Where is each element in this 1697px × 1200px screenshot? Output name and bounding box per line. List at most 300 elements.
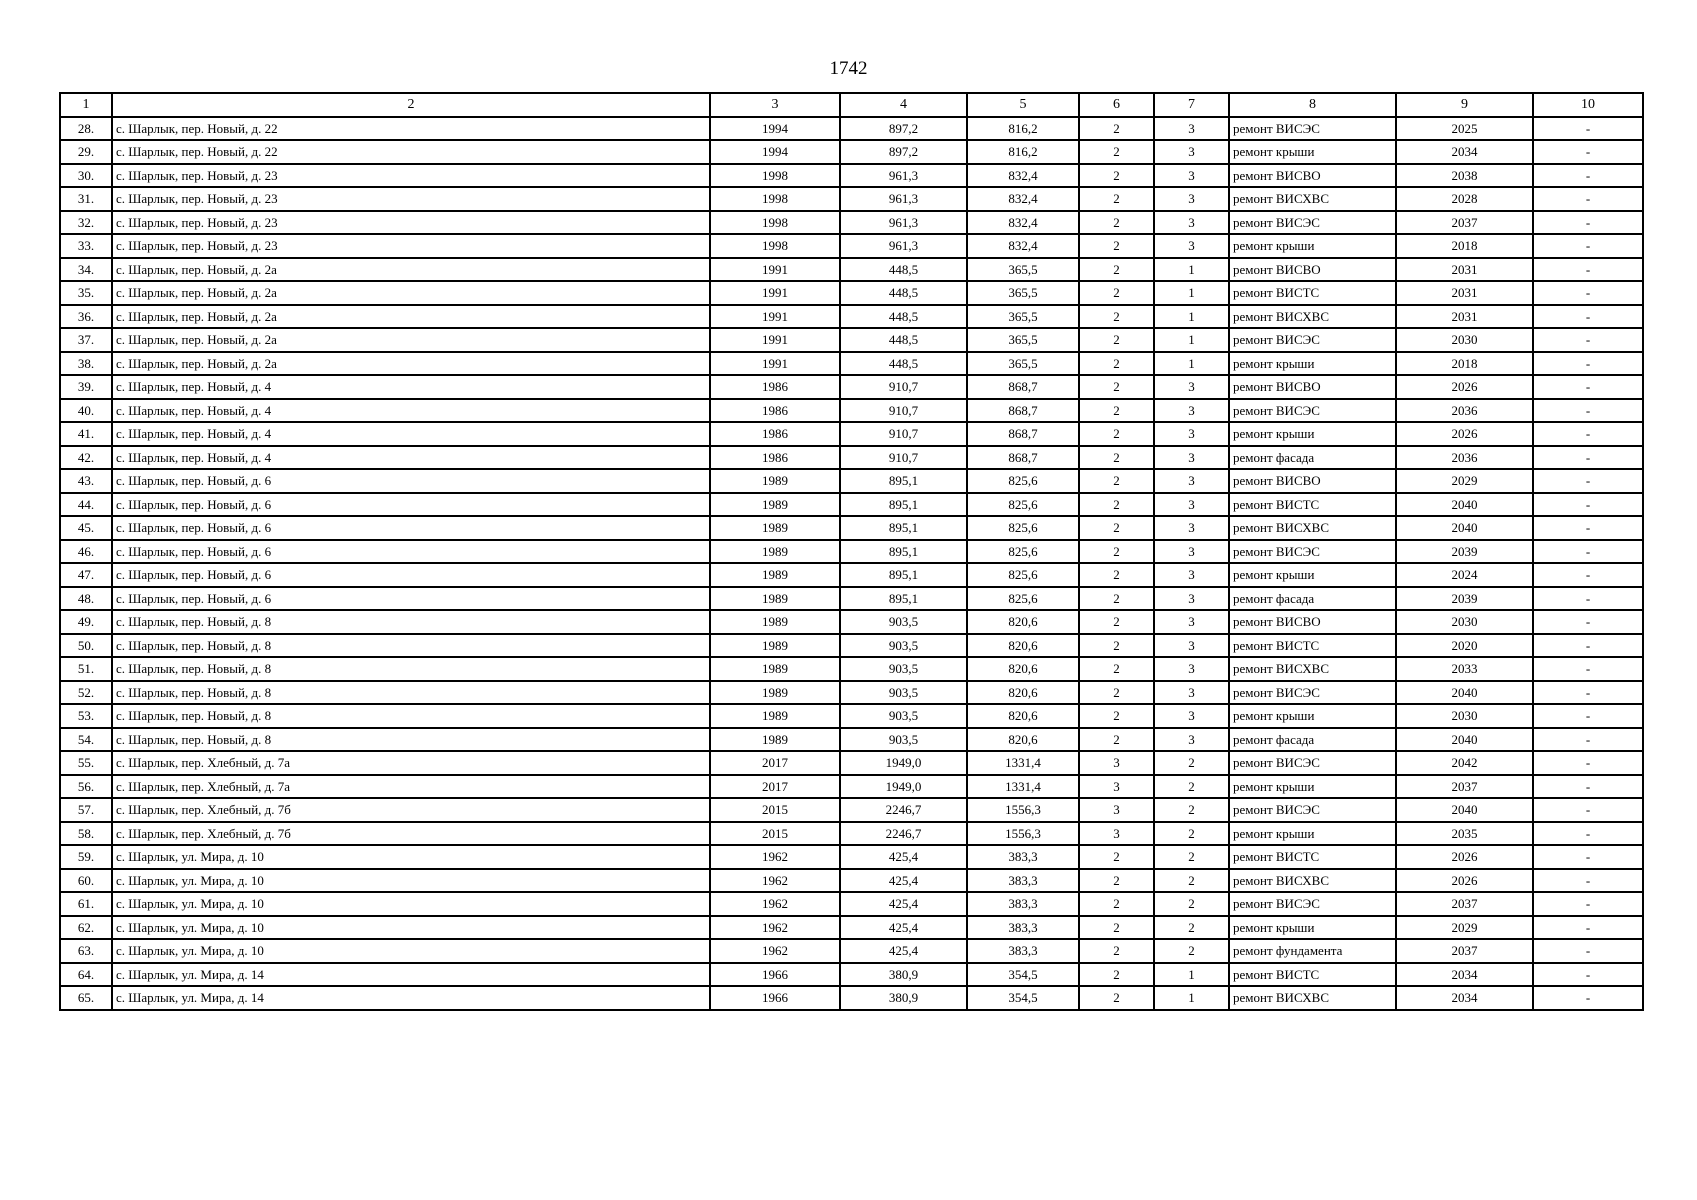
cell-work-type: ремонт крыши <box>1229 822 1396 846</box>
cell-address: с. Шарлык, ул. Мира, д. 10 <box>112 939 710 963</box>
cell-entrances: 3 <box>1154 587 1229 611</box>
cell-total-area: 425,4 <box>840 916 967 940</box>
cell-build-year: 1989 <box>710 587 840 611</box>
cell-planned-year: 2038 <box>1396 164 1533 188</box>
cell-living-area: 832,4 <box>967 164 1079 188</box>
cell-living-area: 820,6 <box>967 704 1079 728</box>
cell-planned-year: 2025 <box>1396 117 1533 141</box>
cell-living-area: 383,3 <box>967 892 1079 916</box>
cell-note: - <box>1533 187 1643 211</box>
cell-entrances: 3 <box>1154 516 1229 540</box>
cell-row-number: 40. <box>60 399 112 423</box>
cell-work-type: ремонт ВИСТС <box>1229 634 1396 658</box>
cell-living-area: 825,6 <box>967 516 1079 540</box>
cell-work-type: ремонт ВИСЭС <box>1229 681 1396 705</box>
column-header: 7 <box>1154 93 1229 117</box>
cell-note: - <box>1533 869 1643 893</box>
cell-build-year: 1998 <box>710 164 840 188</box>
cell-address: с. Шарлык, пер. Новый, д. 6 <box>112 540 710 564</box>
cell-build-year: 1989 <box>710 704 840 728</box>
cell-floors: 2 <box>1079 939 1154 963</box>
cell-total-area: 2246,7 <box>840 798 967 822</box>
cell-entrances: 2 <box>1154 892 1229 916</box>
cell-row-number: 34. <box>60 258 112 282</box>
table-row <box>60 234 1643 258</box>
cell-work-type: ремонт ВИСТС <box>1229 281 1396 305</box>
cell-living-area: 825,6 <box>967 540 1079 564</box>
cell-floors: 2 <box>1079 563 1154 587</box>
cell-row-number: 63. <box>60 939 112 963</box>
repair-schedule-table <box>59 92 1644 1011</box>
cell-address: с. Шарлык, пер. Новый, д. 2а <box>112 305 710 329</box>
cell-total-area: 380,9 <box>840 963 967 987</box>
cell-planned-year: 2040 <box>1396 681 1533 705</box>
cell-row-number: 32. <box>60 211 112 235</box>
cell-planned-year: 2026 <box>1396 845 1533 869</box>
cell-total-area: 895,1 <box>840 540 967 564</box>
cell-work-type: ремонт ВИСВО <box>1229 375 1396 399</box>
cell-build-year: 2017 <box>710 775 840 799</box>
table-row <box>60 540 1643 564</box>
cell-build-year: 1989 <box>710 657 840 681</box>
cell-work-type: ремонт ВИСТС <box>1229 493 1396 517</box>
cell-floors: 2 <box>1079 164 1154 188</box>
cell-row-number: 60. <box>60 869 112 893</box>
cell-address: с. Шарлык, пер. Новый, д. 8 <box>112 610 710 634</box>
cell-work-type: ремонт ВИСХВС <box>1229 305 1396 329</box>
cell-living-area: 365,5 <box>967 281 1079 305</box>
cell-address: с. Шарлык, пер. Хлебный, д. 7б <box>112 798 710 822</box>
cell-work-type: ремонт ВИСХВС <box>1229 516 1396 540</box>
cell-living-area: 868,7 <box>967 446 1079 470</box>
cell-total-area: 1949,0 <box>840 775 967 799</box>
cell-address: с. Шарлык, пер. Новый, д. 4 <box>112 375 710 399</box>
cell-floors: 3 <box>1079 751 1154 775</box>
table-row <box>60 516 1643 540</box>
cell-work-type: ремонт ВИСХВС <box>1229 986 1396 1010</box>
cell-address: с. Шарлык, пер. Хлебный, д. 7а <box>112 775 710 799</box>
cell-note: - <box>1533 563 1643 587</box>
cell-planned-year: 2034 <box>1396 963 1533 987</box>
cell-entrances: 3 <box>1154 375 1229 399</box>
cell-total-area: 897,2 <box>840 140 967 164</box>
cell-floors: 2 <box>1079 446 1154 470</box>
cell-work-type: ремонт ВИСЭС <box>1229 117 1396 141</box>
cell-note: - <box>1533 681 1643 705</box>
cell-note: - <box>1533 352 1643 376</box>
cell-floors: 2 <box>1079 281 1154 305</box>
cell-build-year: 1991 <box>710 258 840 282</box>
cell-floors: 2 <box>1079 493 1154 517</box>
cell-build-year: 1986 <box>710 399 840 423</box>
cell-floors: 2 <box>1079 117 1154 141</box>
table-row <box>60 986 1643 1010</box>
cell-work-type: ремонт крыши <box>1229 916 1396 940</box>
cell-row-number: 31. <box>60 187 112 211</box>
cell-living-area: 365,5 <box>967 258 1079 282</box>
cell-planned-year: 2024 <box>1396 563 1533 587</box>
cell-address: с. Шарлык, пер. Новый, д. 22 <box>112 117 710 141</box>
table-row <box>60 563 1643 587</box>
cell-entrances: 3 <box>1154 422 1229 446</box>
cell-build-year: 2015 <box>710 798 840 822</box>
cell-work-type: ремонт ВИСВО <box>1229 164 1396 188</box>
cell-planned-year: 2030 <box>1396 328 1533 352</box>
cell-planned-year: 2029 <box>1396 469 1533 493</box>
table-row <box>60 939 1643 963</box>
cell-address: с. Шарлык, пер. Новый, д. 6 <box>112 493 710 517</box>
table-row <box>60 469 1643 493</box>
cell-living-area: 825,6 <box>967 563 1079 587</box>
cell-living-area: 825,6 <box>967 493 1079 517</box>
cell-entrances: 1 <box>1154 281 1229 305</box>
cell-entrances: 2 <box>1154 939 1229 963</box>
cell-living-area: 354,5 <box>967 963 1079 987</box>
cell-entrances: 3 <box>1154 117 1229 141</box>
cell-entrances: 1 <box>1154 328 1229 352</box>
cell-total-area: 903,5 <box>840 681 967 705</box>
cell-build-year: 2017 <box>710 751 840 775</box>
cell-floors: 2 <box>1079 328 1154 352</box>
cell-living-area: 832,4 <box>967 234 1079 258</box>
cell-note: - <box>1533 258 1643 282</box>
table-row <box>60 775 1643 799</box>
cell-floors: 2 <box>1079 211 1154 235</box>
cell-floors: 3 <box>1079 822 1154 846</box>
cell-living-area: 365,5 <box>967 352 1079 376</box>
column-header: 4 <box>840 93 967 117</box>
cell-work-type: ремонт ВИСЭС <box>1229 399 1396 423</box>
cell-note: - <box>1533 822 1643 846</box>
cell-total-area: 448,5 <box>840 258 967 282</box>
column-header: 8 <box>1229 93 1396 117</box>
cell-address: с. Шарлык, пер. Новый, д. 6 <box>112 516 710 540</box>
cell-floors: 2 <box>1079 963 1154 987</box>
cell-work-type: ремонт крыши <box>1229 140 1396 164</box>
table-body <box>60 117 1643 1010</box>
table-row <box>60 305 1643 329</box>
cell-address: с. Шарлык, ул. Мира, д. 14 <box>112 963 710 987</box>
cell-total-area: 910,7 <box>840 399 967 423</box>
table-row <box>60 258 1643 282</box>
cell-address: с. Шарлык, пер. Новый, д. 6 <box>112 563 710 587</box>
table-row <box>60 916 1643 940</box>
cell-planned-year: 2039 <box>1396 540 1533 564</box>
cell-floors: 2 <box>1079 516 1154 540</box>
cell-floors: 2 <box>1079 187 1154 211</box>
cell-floors: 2 <box>1079 986 1154 1010</box>
cell-work-type: ремонт ВИСХВС <box>1229 187 1396 211</box>
cell-row-number: 61. <box>60 892 112 916</box>
cell-build-year: 1991 <box>710 328 840 352</box>
column-header: 5 <box>967 93 1079 117</box>
cell-row-number: 38. <box>60 352 112 376</box>
cell-total-area: 895,1 <box>840 516 967 540</box>
cell-work-type: ремонт ВИСЭС <box>1229 540 1396 564</box>
cell-work-type: ремонт крыши <box>1229 234 1396 258</box>
cell-entrances: 3 <box>1154 187 1229 211</box>
cell-build-year: 1989 <box>710 516 840 540</box>
cell-row-number: 35. <box>60 281 112 305</box>
cell-build-year: 1989 <box>710 469 840 493</box>
cell-row-number: 49. <box>60 610 112 634</box>
cell-row-number: 39. <box>60 375 112 399</box>
cell-work-type: ремонт ВИСЭС <box>1229 211 1396 235</box>
cell-row-number: 50. <box>60 634 112 658</box>
cell-note: - <box>1533 798 1643 822</box>
cell-build-year: 1986 <box>710 446 840 470</box>
table-row <box>60 798 1643 822</box>
cell-note: - <box>1533 610 1643 634</box>
cell-living-area: 816,2 <box>967 117 1079 141</box>
cell-total-area: 961,3 <box>840 164 967 188</box>
cell-planned-year: 2037 <box>1396 775 1533 799</box>
table-row <box>60 446 1643 470</box>
cell-row-number: 37. <box>60 328 112 352</box>
cell-entrances: 3 <box>1154 140 1229 164</box>
cell-row-number: 51. <box>60 657 112 681</box>
cell-total-area: 961,3 <box>840 234 967 258</box>
cell-total-area: 895,1 <box>840 563 967 587</box>
cell-entrances: 3 <box>1154 446 1229 470</box>
cell-note: - <box>1533 516 1643 540</box>
cell-work-type: ремонт крыши <box>1229 563 1396 587</box>
cell-note: - <box>1533 328 1643 352</box>
cell-address: с. Шарлык, пер. Новый, д. 4 <box>112 446 710 470</box>
table-row <box>60 869 1643 893</box>
cell-total-area: 895,1 <box>840 493 967 517</box>
cell-living-area: 820,6 <box>967 657 1079 681</box>
cell-total-area: 961,3 <box>840 187 967 211</box>
cell-address: с. Шарлык, ул. Мира, д. 10 <box>112 892 710 916</box>
cell-note: - <box>1533 728 1643 752</box>
cell-planned-year: 2040 <box>1396 798 1533 822</box>
cell-planned-year: 2018 <box>1396 352 1533 376</box>
cell-total-area: 448,5 <box>840 305 967 329</box>
cell-note: - <box>1533 234 1643 258</box>
cell-note: - <box>1533 281 1643 305</box>
cell-build-year: 1966 <box>710 986 840 1010</box>
cell-floors: 2 <box>1079 399 1154 423</box>
cell-row-number: 30. <box>60 164 112 188</box>
cell-build-year: 1986 <box>710 375 840 399</box>
cell-work-type: ремонт ВИСЭС <box>1229 798 1396 822</box>
cell-note: - <box>1533 939 1643 963</box>
cell-planned-year: 2026 <box>1396 422 1533 446</box>
cell-note: - <box>1533 140 1643 164</box>
cell-living-area: 820,6 <box>967 681 1079 705</box>
cell-planned-year: 2029 <box>1396 916 1533 940</box>
cell-work-type: ремонт фундамента <box>1229 939 1396 963</box>
cell-build-year: 1986 <box>710 422 840 446</box>
cell-living-area: 868,7 <box>967 422 1079 446</box>
cell-total-area: 425,4 <box>840 845 967 869</box>
cell-build-year: 1962 <box>710 845 840 869</box>
cell-build-year: 1998 <box>710 211 840 235</box>
cell-row-number: 33. <box>60 234 112 258</box>
table-row <box>60 751 1643 775</box>
cell-work-type: ремонт ВИСХВС <box>1229 657 1396 681</box>
cell-entrances: 3 <box>1154 493 1229 517</box>
cell-note: - <box>1533 845 1643 869</box>
cell-floors: 2 <box>1079 634 1154 658</box>
table-row <box>60 422 1643 446</box>
cell-address: с. Шарлык, пер. Новый, д. 2а <box>112 352 710 376</box>
cell-floors: 2 <box>1079 845 1154 869</box>
cell-living-area: 832,4 <box>967 211 1079 235</box>
cell-row-number: 43. <box>60 469 112 493</box>
cell-living-area: 383,3 <box>967 869 1079 893</box>
cell-work-type: ремонт крыши <box>1229 704 1396 728</box>
table-row <box>60 845 1643 869</box>
cell-address: с. Шарлык, пер. Новый, д. 23 <box>112 211 710 235</box>
cell-note: - <box>1533 117 1643 141</box>
cell-total-area: 448,5 <box>840 328 967 352</box>
cell-planned-year: 2026 <box>1396 869 1533 893</box>
cell-living-area: 825,6 <box>967 469 1079 493</box>
cell-total-area: 903,5 <box>840 704 967 728</box>
cell-note: - <box>1533 493 1643 517</box>
cell-address: с. Шарлык, пер. Хлебный, д. 7б <box>112 822 710 846</box>
cell-work-type: ремонт ВИСВО <box>1229 469 1396 493</box>
cell-living-area: 868,7 <box>967 399 1079 423</box>
cell-floors: 2 <box>1079 892 1154 916</box>
cell-address: с. Шарлык, ул. Мира, д. 14 <box>112 986 710 1010</box>
cell-planned-year: 2028 <box>1396 187 1533 211</box>
cell-total-area: 895,1 <box>840 587 967 611</box>
cell-living-area: 354,5 <box>967 986 1079 1010</box>
cell-build-year: 1989 <box>710 540 840 564</box>
cell-floors: 2 <box>1079 234 1154 258</box>
cell-entrances: 1 <box>1154 986 1229 1010</box>
cell-floors: 3 <box>1079 798 1154 822</box>
cell-living-area: 1556,3 <box>967 798 1079 822</box>
cell-living-area: 383,3 <box>967 845 1079 869</box>
cell-address: с. Шарлык, пер. Новый, д. 23 <box>112 164 710 188</box>
cell-row-number: 53. <box>60 704 112 728</box>
cell-build-year: 1989 <box>710 634 840 658</box>
cell-row-number: 45. <box>60 516 112 540</box>
cell-total-area: 1949,0 <box>840 751 967 775</box>
cell-planned-year: 2042 <box>1396 751 1533 775</box>
cell-address: с. Шарлык, ул. Мира, д. 10 <box>112 845 710 869</box>
cell-row-number: 64. <box>60 963 112 987</box>
header-row <box>60 93 1643 117</box>
cell-floors: 2 <box>1079 587 1154 611</box>
cell-total-area: 2246,7 <box>840 822 967 846</box>
cell-work-type: ремонт ВИСТС <box>1229 963 1396 987</box>
table-row <box>60 352 1643 376</box>
cell-entrances: 3 <box>1154 234 1229 258</box>
cell-total-area: 961,3 <box>840 211 967 235</box>
cell-planned-year: 2034 <box>1396 140 1533 164</box>
table-row <box>60 822 1643 846</box>
cell-work-type: ремонт фасада <box>1229 728 1396 752</box>
cell-living-area: 820,6 <box>967 610 1079 634</box>
cell-row-number: 46. <box>60 540 112 564</box>
table-row <box>60 704 1643 728</box>
cell-total-area: 903,5 <box>840 610 967 634</box>
cell-entrances: 3 <box>1154 164 1229 188</box>
cell-living-area: 1331,4 <box>967 775 1079 799</box>
cell-note: - <box>1533 963 1643 987</box>
cell-row-number: 44. <box>60 493 112 517</box>
cell-living-area: 365,5 <box>967 305 1079 329</box>
cell-planned-year: 2039 <box>1396 587 1533 611</box>
cell-total-area: 903,5 <box>840 634 967 658</box>
cell-total-area: 448,5 <box>840 281 967 305</box>
cell-living-area: 832,4 <box>967 187 1079 211</box>
cell-total-area: 910,7 <box>840 446 967 470</box>
table-row <box>60 963 1643 987</box>
cell-work-type: ремонт крыши <box>1229 775 1396 799</box>
table-row <box>60 211 1643 235</box>
cell-planned-year: 2037 <box>1396 892 1533 916</box>
table-row <box>60 328 1643 352</box>
cell-note: - <box>1533 751 1643 775</box>
cell-work-type: ремонт ВИСВО <box>1229 258 1396 282</box>
cell-address: с. Шарлык, пер. Новый, д. 4 <box>112 422 710 446</box>
cell-build-year: 1991 <box>710 281 840 305</box>
cell-entrances: 3 <box>1154 704 1229 728</box>
cell-address: с. Шарлык, пер. Новый, д. 8 <box>112 728 710 752</box>
cell-planned-year: 2030 <box>1396 704 1533 728</box>
table-row <box>60 281 1643 305</box>
cell-entrances: 3 <box>1154 399 1229 423</box>
cell-living-area: 383,3 <box>967 939 1079 963</box>
table-row <box>60 892 1643 916</box>
cell-floors: 2 <box>1079 704 1154 728</box>
cell-entrances: 1 <box>1154 963 1229 987</box>
cell-work-type: ремонт ВИСЭС <box>1229 751 1396 775</box>
cell-entrances: 3 <box>1154 563 1229 587</box>
cell-entrances: 1 <box>1154 352 1229 376</box>
cell-floors: 2 <box>1079 869 1154 893</box>
cell-floors: 2 <box>1079 258 1154 282</box>
table-row <box>60 117 1643 141</box>
cell-floors: 2 <box>1079 352 1154 376</box>
cell-address: с. Шарлык, пер. Хлебный, д. 7а <box>112 751 710 775</box>
cell-living-area: 383,3 <box>967 916 1079 940</box>
column-header: 10 <box>1533 93 1643 117</box>
table-row <box>60 657 1643 681</box>
cell-note: - <box>1533 587 1643 611</box>
cell-note: - <box>1533 775 1643 799</box>
cell-address: с. Шарлык, ул. Мира, д. 10 <box>112 869 710 893</box>
cell-total-area: 895,1 <box>840 469 967 493</box>
cell-planned-year: 2037 <box>1396 211 1533 235</box>
cell-build-year: 1962 <box>710 939 840 963</box>
cell-row-number: 54. <box>60 728 112 752</box>
column-header: 3 <box>710 93 840 117</box>
cell-planned-year: 2026 <box>1396 375 1533 399</box>
cell-living-area: 365,5 <box>967 328 1079 352</box>
cell-build-year: 1994 <box>710 117 840 141</box>
cell-build-year: 1989 <box>710 610 840 634</box>
cell-total-area: 425,4 <box>840 939 967 963</box>
cell-entrances: 1 <box>1154 258 1229 282</box>
cell-row-number: 28. <box>60 117 112 141</box>
cell-planned-year: 2035 <box>1396 822 1533 846</box>
cell-note: - <box>1533 422 1643 446</box>
cell-row-number: 52. <box>60 681 112 705</box>
table-row <box>60 375 1643 399</box>
cell-address: с. Шарлык, пер. Новый, д. 22 <box>112 140 710 164</box>
table-row <box>60 140 1643 164</box>
cell-build-year: 1989 <box>710 681 840 705</box>
cell-note: - <box>1533 540 1643 564</box>
cell-note: - <box>1533 986 1643 1010</box>
